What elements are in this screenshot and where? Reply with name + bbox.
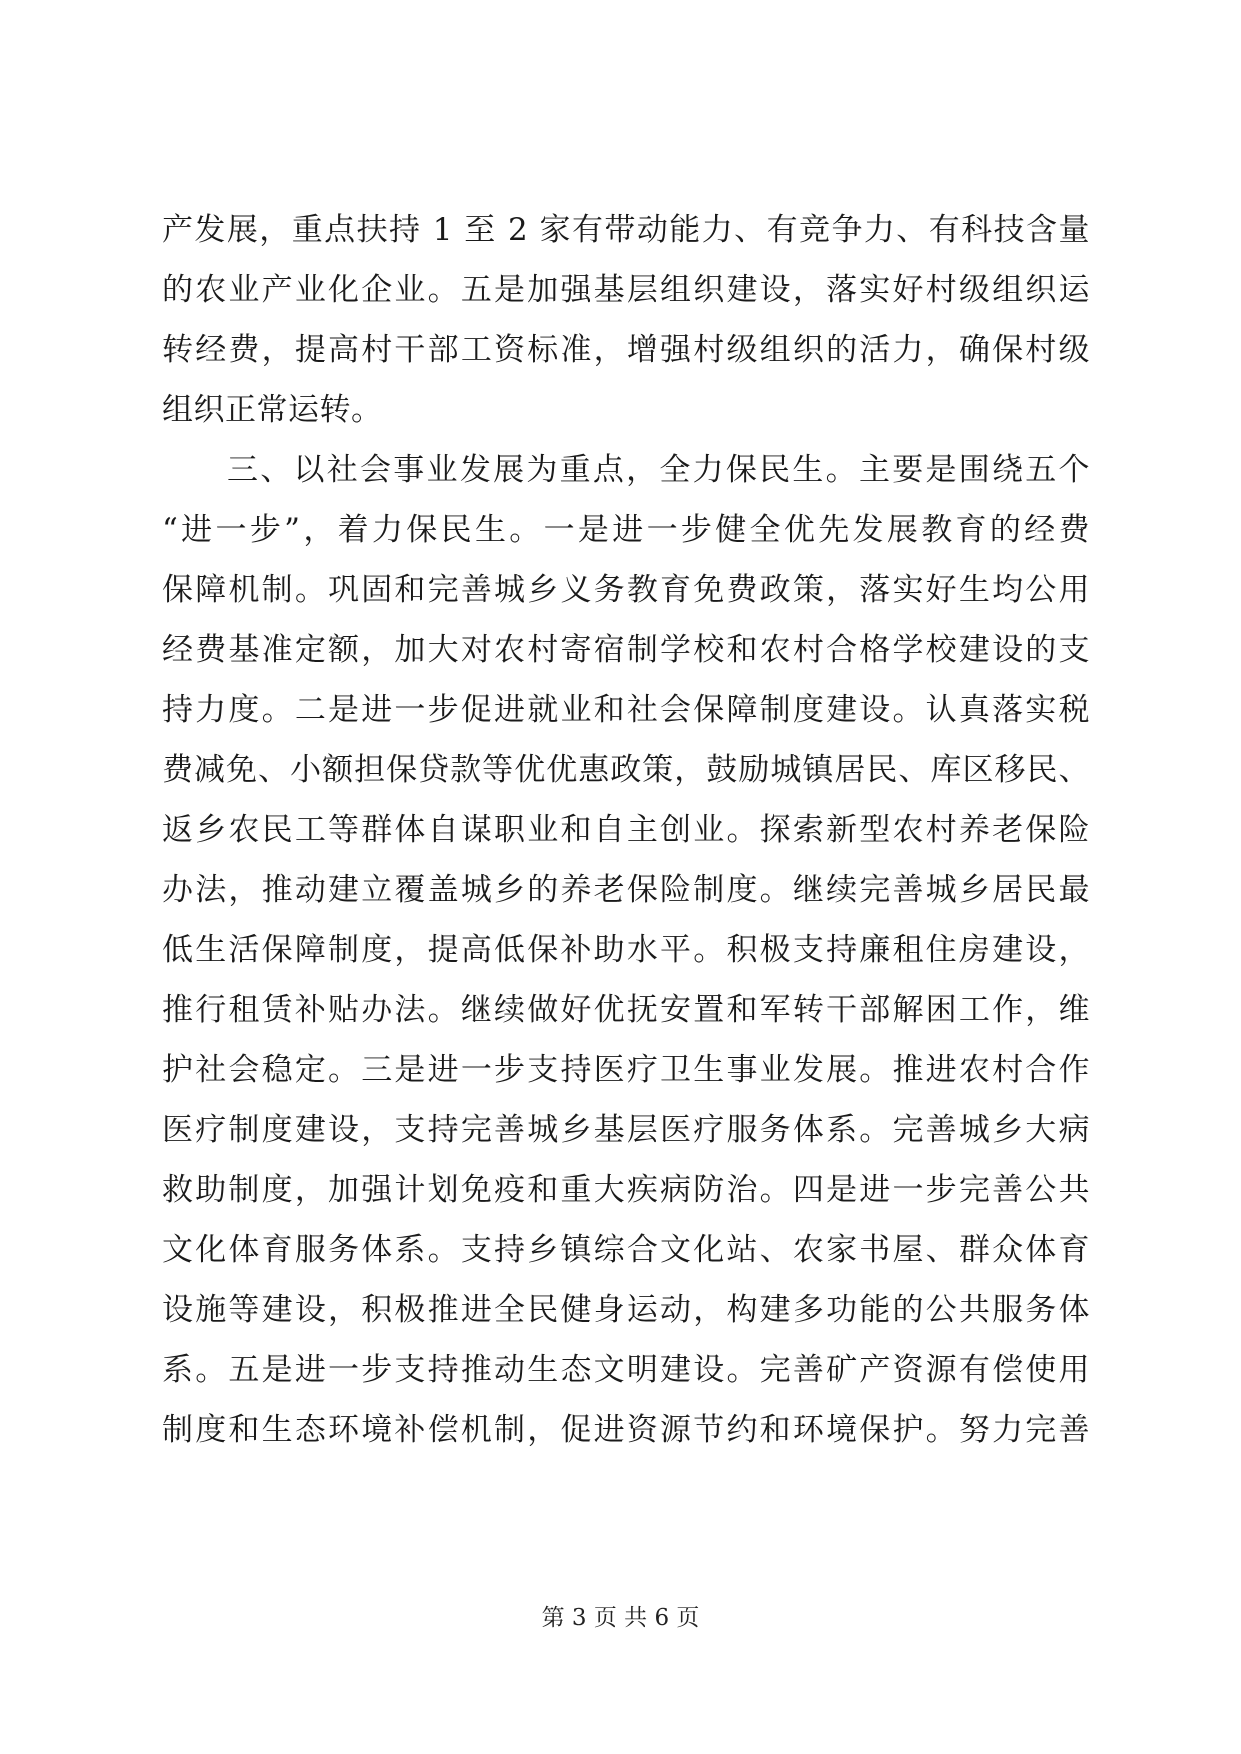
text-line: 保障机制。巩固和完善城乡义务教育免费政策，落实好生均公用 <box>162 572 1090 608</box>
text-line: 文化体育服务体系。支持乡镇综合文化站、农家书屋、群众体育 <box>162 1232 1090 1268</box>
text-line: 制度和生态环境补偿机制，促进资源节约和环境保护。努力完善 <box>162 1412 1090 1448</box>
text-line: 转经费，提高村干部工资标准，增强村级组织的活力，确保村级 <box>162 332 1090 368</box>
text-line: 推行租赁补贴办法。继续做好优抚安置和军转干部解困工作，维 <box>162 992 1090 1028</box>
text-line: 设施等建设，积极推进全民健身运动，构建多功能的公共服务体 <box>162 1292 1090 1328</box>
text-line: 低生活保障制度，提高低保补助水平。积极支持廉租住房建设， <box>162 932 1090 968</box>
text-line: 三、以社会事业发展为重点，全力保民生。主要是围绕五个 <box>227 452 1090 488</box>
text-line: 返乡农民工等群体自谋职业和自主创业。探索新型农村养老保险 <box>162 812 1090 848</box>
text-line: 护社会稳定。三是进一步支持医疗卫生事业发展。推进农村合作 <box>162 1052 1090 1088</box>
text-line: 的农业产业化企业。五是加强基层组织建设，落实好村级组织运 <box>162 272 1090 308</box>
text-line: 系。五是进一步支持推动生态文明建设。完善矿产资源有偿使用 <box>162 1352 1090 1388</box>
text-line: 产发展，重点扶持 1 至 2 家有带动能力、有竞争力、有科技含量 <box>162 212 1090 248</box>
text-line: 医疗制度建设，支持完善城乡基层医疗服务体系。完善城乡大病 <box>162 1112 1090 1148</box>
text-line: “进一步”，着力保民生。一是进一步健全优先发展教育的经费 <box>162 512 1090 548</box>
text-line: 经费基准定额，加大对农村寄宿制学校和农村合格学校建设的支 <box>162 632 1090 668</box>
text-line: 持力度。二是进一步促进就业和社会保障制度建设。认真落实税 <box>162 692 1090 728</box>
page-footer: 第 3 页 共 6 页 <box>541 1605 700 1631</box>
text-line: 组织正常运转。 <box>162 392 383 428</box>
text-line: 办法，推动建立覆盖城乡的养老保险制度。继续完善城乡居民最 <box>162 872 1090 908</box>
text-line: 费减免、小额担保贷款等优优惠政策，鼓励城镇居民、库区移民、 <box>162 752 1090 788</box>
text-line: 救助制度，加强计划免疫和重大疾病防治。四是进一步完善公共 <box>162 1172 1090 1208</box>
